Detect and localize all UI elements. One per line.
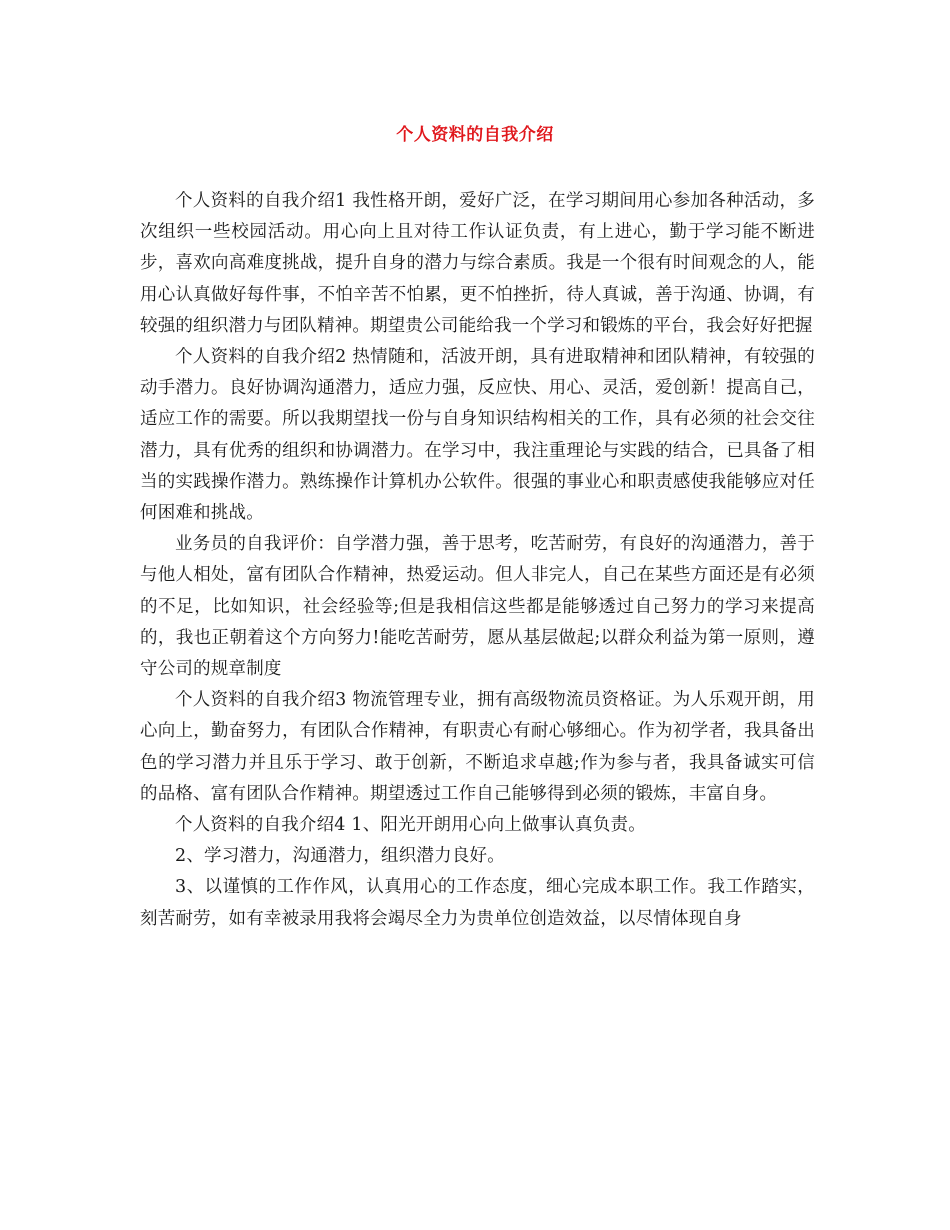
document-body (140, 186, 815, 935)
paragraph-item-2: 2、学习潜力，沟通潜力，组织潜力良好。 (175, 846, 505, 867)
paragraph-self-evaluation: 业务员的自我评价：自学潜力强，善于思考，吃苦耐劳，有良好的沟通潜力，善于与他人相处，富有团队合作精神，热爱运动。但人非完人，自己在某些方面还是有必须的不足，比如知识，社会经验等;但是我相信这些都是能够透过自己努力的学习来提高的，我也正朝着这个方向努力!能吃苦耐劳，愿从基层做起;以群众利益为第一原则，遵守公司的规章制度 (140, 534, 815, 680)
paragraph-item-3: 3、以谨慎的工作作风，认真用心的工作态度，细心完成本职工作。我工作踏实，刻苦耐劳，如有幸被录用我将会竭尽全力为贵单位创造效益，以尽情体现自身 (140, 877, 815, 929)
paragraph-intro-2: 个人资料的自我介绍2 热情随和，活波开朗，具有进取精神和团队精神，有较强的动手潜力。良好协调沟通潜力，适应力强，反应快、用心、灵活，爱创新！提高自己，适应工作的需要。所以我期望找一份与自身知识结构相关的工作，具有必须的社会交往潜力，具有优秀的组织和协调潜力。在学习中，我注重理论与实践的结合，已具备了相当的实践操作潜力。熟练操作计算机办公软件。很强的事业心和职责感使我能够应对任何困难和挑战。 (140, 347, 815, 524)
paragraph-intro-1: 个人资料的自我介绍1 我性格开朗，爱好广泛，在学习期间用心参加各种活动，多次组织一些校园活动。用心向上且对待工作认证负责，有上进心，勤于学习能不断进步，喜欢向高难度挑战，提升自身的潜力与综合素质。我是一个很有时间观念的人，能用心认真做好每件事，不怕辛苦不怕累，更不怕挫折，待人真诚，善于沟通、协调，有较强的组织潜力与团队精神。期望贵公司能给我一个学习和锻炼的平台，我会好好把握 (140, 191, 815, 336)
paragraph-intro-3: 个人资料的自我介绍3 物流管理专业，拥有高级物流员资格证。为人乐观开朗，用心向上，勤奋努力，有团队合作精神，有职责心有耐心够细心。作为初学者，我具备出色的学习潜力并且乐于学习、敢于创新，不断追求卓越;作为参与者，我具备诚实可信的品格、富有团队合作精神。期望透过工作自己能够得到必须的锻炼，丰富自身。 (140, 690, 815, 804)
page-title: 个人资料的自我介绍 (396, 125, 554, 145)
paragraph-intro-4: 个人资料的自我介绍4 1、阳光开朗用心向上做事认真负责。 (175, 815, 646, 836)
